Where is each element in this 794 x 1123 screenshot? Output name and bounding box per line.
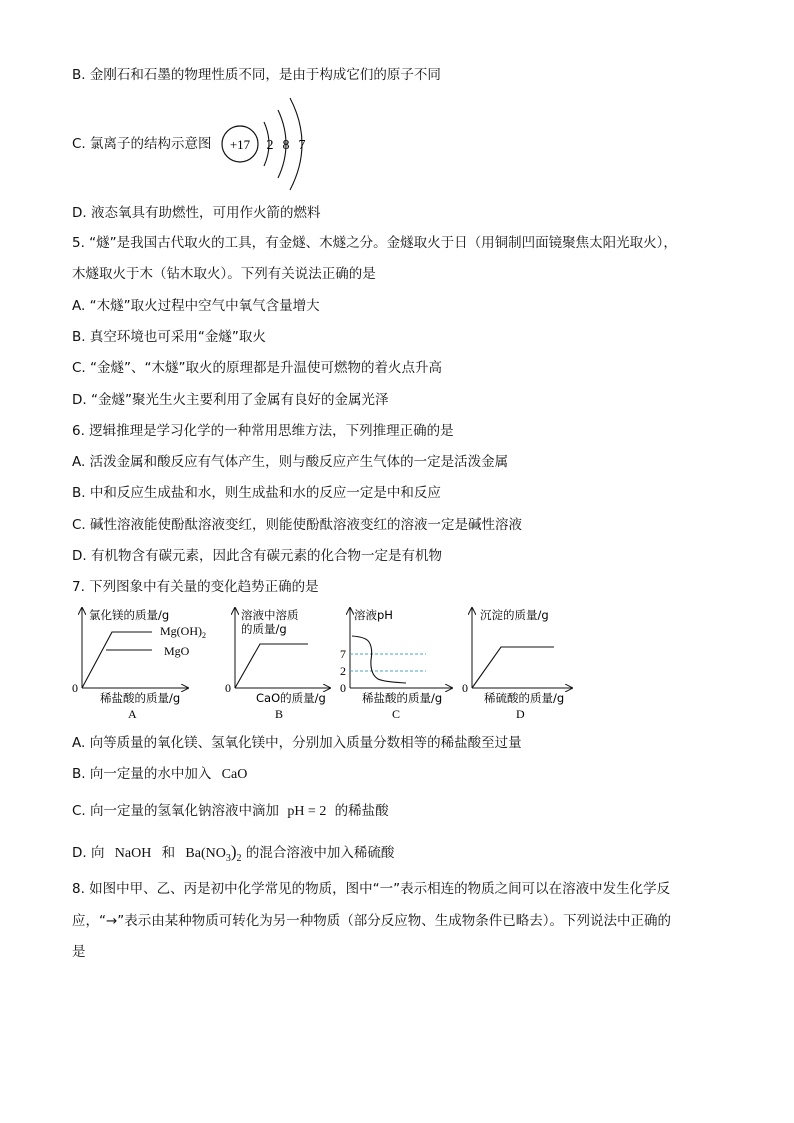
graph-d-ylabel: 沉淀的质量/g bbox=[480, 608, 549, 622]
q4-option-b: B. 金刚石和石墨的物理性质不同，是由于构成它们的原子不同 bbox=[72, 67, 441, 83]
graph-a-label-mgo: MgO bbox=[164, 644, 190, 658]
graph-d-origin: 0 bbox=[462, 681, 468, 695]
graph-a bbox=[72, 608, 206, 721]
q6-option-a: A. 活泼金属和酸反应有气体产生，则与酸反应产生气体的一定是活泼金属 bbox=[72, 454, 509, 470]
graph-d-caption: D bbox=[516, 707, 525, 721]
q7-option-c-text-2: 的稀盐酸 bbox=[334, 803, 389, 819]
graph-c-tick-2: 2 bbox=[340, 664, 346, 678]
q4-option-d: D. 液态氧具有助燃性，可用作火箭的燃料 bbox=[72, 205, 321, 221]
q7-option-c bbox=[72, 802, 389, 821]
q5-option-a: A. “木燧”取火过程中空气中氧气含量增大 bbox=[72, 298, 320, 314]
graph-c bbox=[340, 608, 452, 721]
q7-option-d bbox=[72, 843, 394, 868]
graph-a-origin: 0 bbox=[72, 681, 78, 695]
q6-option-b: B. 中和反应生成盐和水，则生成盐和水的反应一定是中和反应 bbox=[72, 485, 441, 501]
q7-option-d-text: D. 向 bbox=[72, 845, 105, 861]
q4-option-c-text: C. 氯离子的结构示意图 bbox=[72, 136, 212, 152]
graph-d bbox=[462, 608, 572, 721]
q6-option-c: C. 碱性溶液能使酚酞溶液变红，则能使酚酞溶液变红的溶液一定是碱性溶液 bbox=[72, 517, 523, 533]
q7-option-a: A. 向等质量的氧化镁、氢氧化镁中，分别加入质量分数相等的稀盐酸至过量 bbox=[72, 735, 522, 751]
graph-d-curve bbox=[472, 647, 554, 688]
q8-stem-line-1: 8. 如图中甲、乙、丙是初中化学常见的物质，图中“一”表示相连的物质之间可以在溶液中发生化学反 bbox=[72, 881, 671, 897]
q7-graphs bbox=[60, 600, 580, 725]
graph-c-ylabel: 溶液pH bbox=[354, 608, 393, 622]
graph-c-tick-7: 7 bbox=[340, 647, 346, 661]
q7-option-d-text-2: 和 bbox=[161, 845, 176, 861]
q6-option-d: D. 有机物含有碳元素，因此含有碳元素的化合物一定是有机物 bbox=[72, 548, 442, 564]
graph-b-ylabel-1: 溶液中溶质 bbox=[241, 608, 299, 622]
q8-stem-line-2: 应，“→”表示由某种物质可转化为另一种物质（部分反应物、生成物条件已略去）。下列说法中正确的 bbox=[72, 913, 672, 929]
graph-b-origin: 0 bbox=[225, 681, 231, 695]
q6-stem: 6. 逻辑推理是学习化学的一种常用思维方法，下列推理正确的是 bbox=[72, 423, 454, 439]
graph-b-curve bbox=[235, 644, 308, 688]
graph-b bbox=[225, 608, 330, 721]
chloride-ion-structure-diagram bbox=[212, 92, 322, 192]
shell-3-electrons: 7 bbox=[298, 138, 306, 153]
shell-1-electrons: 2 bbox=[266, 138, 274, 153]
q7-option-d-formula-2: $Ba(NO_3)_2$ bbox=[185, 842, 242, 864]
graph-a-label-mgoh2: $Mg(OH)_2$ bbox=[160, 624, 206, 640]
graph-b-ylabel-2: 的质量/g bbox=[241, 622, 287, 636]
graph-b-caption: B bbox=[275, 707, 284, 721]
q5-stem-line-1: 5. “燧”是我国古代取火的工具，有金燧、木燧之分。金燧取火于日（用铜制凹面镜聚焦太阳光取火）， bbox=[72, 235, 677, 251]
graph-a-ylabel: 氯化镁的质量/g bbox=[89, 608, 170, 622]
q5-option-c: C. “金燧”、“木燧”取火的原理都是升温使可燃物的着火点升高 bbox=[72, 360, 442, 376]
q5-stem-line-2: 木燧取火于木（钻木取火）。下列有关说法正确的是 bbox=[72, 266, 376, 282]
q8-stem-line-3: 是 bbox=[72, 944, 86, 960]
graph-c-curve bbox=[352, 636, 406, 683]
nucleus-charge: +17 bbox=[229, 137, 251, 152]
graph-c-xlabel: 稀盐酸的质量/g bbox=[362, 691, 443, 705]
graph-a-xlabel: 稀盐酸的质量/g bbox=[100, 691, 181, 705]
graph-a-caption: A bbox=[128, 707, 137, 721]
q7-option-d-text-3: 的混合溶液中加入稀硫酸 bbox=[245, 845, 395, 861]
q7-stem: 7. 下列图象中有关量的变化趋势正确的是 bbox=[72, 579, 319, 595]
graph-d-xlabel: 稀硫酸的质量/g bbox=[484, 691, 565, 705]
q7-option-d-formula-1: NaOH bbox=[114, 846, 152, 861]
q5-option-b: B. 真空环境也可采用“金燧”取火 bbox=[72, 329, 266, 345]
q7-option-b bbox=[72, 765, 247, 784]
q7-option-b-text: B. 向一定量的水中加入 bbox=[72, 766, 212, 782]
graph-c-origin: 0 bbox=[340, 681, 346, 695]
q7-option-b-formula: CaO bbox=[221, 767, 248, 782]
shell-2-electrons: 8 bbox=[282, 138, 290, 153]
q5-option-d: D. “金燧”聚光生火主要利用了金属有良好的金属光泽 bbox=[72, 392, 389, 408]
graph-c-caption: C bbox=[392, 707, 401, 721]
q7-option-c-text: C. 向一定量的氢氧化钠溶液中滴加 bbox=[72, 803, 280, 819]
graph-a-curve-mgoh2 bbox=[82, 632, 152, 688]
graph-b-xlabel: CaO的质量/g bbox=[256, 691, 326, 705]
q7-option-c-formula: pH = 2 bbox=[287, 804, 327, 819]
